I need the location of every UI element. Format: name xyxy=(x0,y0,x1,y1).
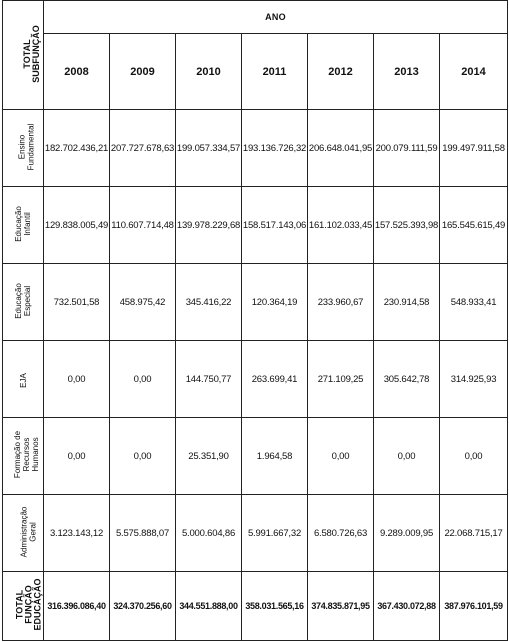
table-cell: 200.079.111,59 xyxy=(374,110,440,187)
table-cell: 182.702.436,21 xyxy=(44,110,110,187)
table-cell: 458.975,42 xyxy=(110,264,176,341)
year-group-header: ANO xyxy=(44,1,508,34)
row-label-line: EDUCAÇÃO xyxy=(32,578,43,631)
year-header-2012: 2012 xyxy=(308,34,374,110)
year-header-2014: 2014 xyxy=(440,34,508,110)
total-cell: 367.430.072,88 xyxy=(374,572,440,641)
table-cell: 314.925,93 xyxy=(440,341,508,418)
total-cell: 344.551.888,00 xyxy=(176,572,242,641)
table-cell: 129.838.005,49 xyxy=(44,187,110,264)
total-cell: 358.031.565,16 xyxy=(242,572,308,641)
table-cell: 5.575.888,07 xyxy=(110,495,176,572)
year-header-2013: 2013 xyxy=(374,34,440,110)
row-label-line: Especial xyxy=(23,285,32,316)
table-row-administracao-geral xyxy=(3,495,508,572)
row-label-total-funcao-educacao xyxy=(3,572,44,641)
row-label-line: Formação de xyxy=(13,430,23,479)
table-row-total-funcao-educacao xyxy=(3,572,508,641)
row-label-educacao-especial xyxy=(3,264,44,341)
table-cell: 0,00 xyxy=(110,341,176,418)
row-label-line: Geral xyxy=(28,521,38,542)
row-label-line: Humanos xyxy=(31,437,41,472)
row-label-formacao-recursos-humanos xyxy=(3,418,44,495)
table-cell: 110.607.714,48 xyxy=(110,187,176,264)
year-header-2008: 2008 xyxy=(44,34,110,110)
table-cell: 207.727.678,63 xyxy=(110,110,176,187)
table-cell: 157.525.393,98 xyxy=(374,187,440,264)
table-cell: 139.978.229,68 xyxy=(176,187,242,264)
table-cell: 5.000.604,86 xyxy=(176,495,242,572)
row-label-line: Educação xyxy=(14,282,23,319)
row-label-line: Administração xyxy=(19,506,29,557)
table-cell: 25.351,90 xyxy=(176,418,242,495)
table-row-ensino-fundamental xyxy=(3,110,508,187)
table-cell: 6.580.726,63 xyxy=(308,495,374,572)
table-cell: 144.750,77 xyxy=(176,341,242,418)
table-cell: 206.648.041,95 xyxy=(308,110,374,187)
table-cell: 193.136.726,32 xyxy=(242,110,308,187)
table-cell: 345.416,22 xyxy=(176,264,242,341)
table-cell: 0,00 xyxy=(110,418,176,495)
table-cell: 22.068.715,17 xyxy=(440,495,508,572)
table-cell: 732.501,58 xyxy=(44,264,110,341)
table-cell: 0,00 xyxy=(44,341,110,418)
year-header-2009: 2009 xyxy=(110,34,176,110)
total-cell: 324.370.256,60 xyxy=(110,572,176,641)
row-label-line: Educação xyxy=(14,205,23,242)
corner-header-line2: SUBFUNÇÃO xyxy=(30,24,41,83)
row-label-administracao-geral xyxy=(3,495,44,572)
row-label-line: TOTAL xyxy=(14,589,25,620)
table-cell: 161.102.033,45 xyxy=(308,187,374,264)
table-cell: 1.964,58 xyxy=(242,418,308,495)
table-row-educacao-infantil xyxy=(3,187,508,264)
row-label-eja xyxy=(3,341,44,418)
table-cell: 199.497.911,58 xyxy=(440,110,508,187)
table-cell: 230.914,58 xyxy=(374,264,440,341)
table-cell: 158.517.143,06 xyxy=(242,187,308,264)
table-row-formacao-recursos-humanos xyxy=(3,418,508,495)
table-cell: 0,00 xyxy=(374,418,440,495)
total-cell: 316.396.086,40 xyxy=(44,572,110,641)
table-cell: 165.545.615,49 xyxy=(440,187,508,264)
table-cell: 305.642,78 xyxy=(374,341,440,418)
table-row-eja xyxy=(3,341,508,418)
total-cell: 387.976.101,59 xyxy=(440,572,508,641)
row-label-line: Infantil xyxy=(23,211,32,236)
table-cell: 5.991.667,32 xyxy=(242,495,308,572)
row-label-line: Recursos xyxy=(22,437,32,472)
corner-header-total-subfuncao xyxy=(3,1,44,110)
total-cell: 374.835.871,95 xyxy=(308,572,374,641)
table-cell: 0,00 xyxy=(44,418,110,495)
row-label-line: Fundamental xyxy=(26,123,36,170)
table-cell: 263.699,41 xyxy=(242,341,308,418)
table-cell: 0,00 xyxy=(440,418,508,495)
table-cell: 9.289.009,95 xyxy=(374,495,440,572)
education-spending-table xyxy=(2,0,508,641)
year-header-2011: 2011 xyxy=(242,34,308,110)
table-cell: 271.109,25 xyxy=(308,341,374,418)
table-cell: 199.057.334,57 xyxy=(176,110,242,187)
table-row-educacao-especial xyxy=(3,264,508,341)
year-header-2010: 2010 xyxy=(176,34,242,110)
table-cell: 0,00 xyxy=(308,418,374,495)
corner-header-line1: TOTAL xyxy=(21,38,32,69)
row-label-ensino-fundamental xyxy=(3,110,44,187)
table-cell: 548.933,41 xyxy=(440,264,508,341)
table-cell: 3.123.143,12 xyxy=(44,495,110,572)
year-header-row xyxy=(3,34,508,110)
table-cell: 120.364,19 xyxy=(242,264,308,341)
row-label-educacao-infantil xyxy=(3,187,44,264)
table-cell: 233.960,67 xyxy=(308,264,374,341)
row-label-line: FUNÇÃO xyxy=(23,585,34,624)
row-label-line: Ensino xyxy=(17,134,27,159)
row-label-line: EJA xyxy=(18,373,28,388)
